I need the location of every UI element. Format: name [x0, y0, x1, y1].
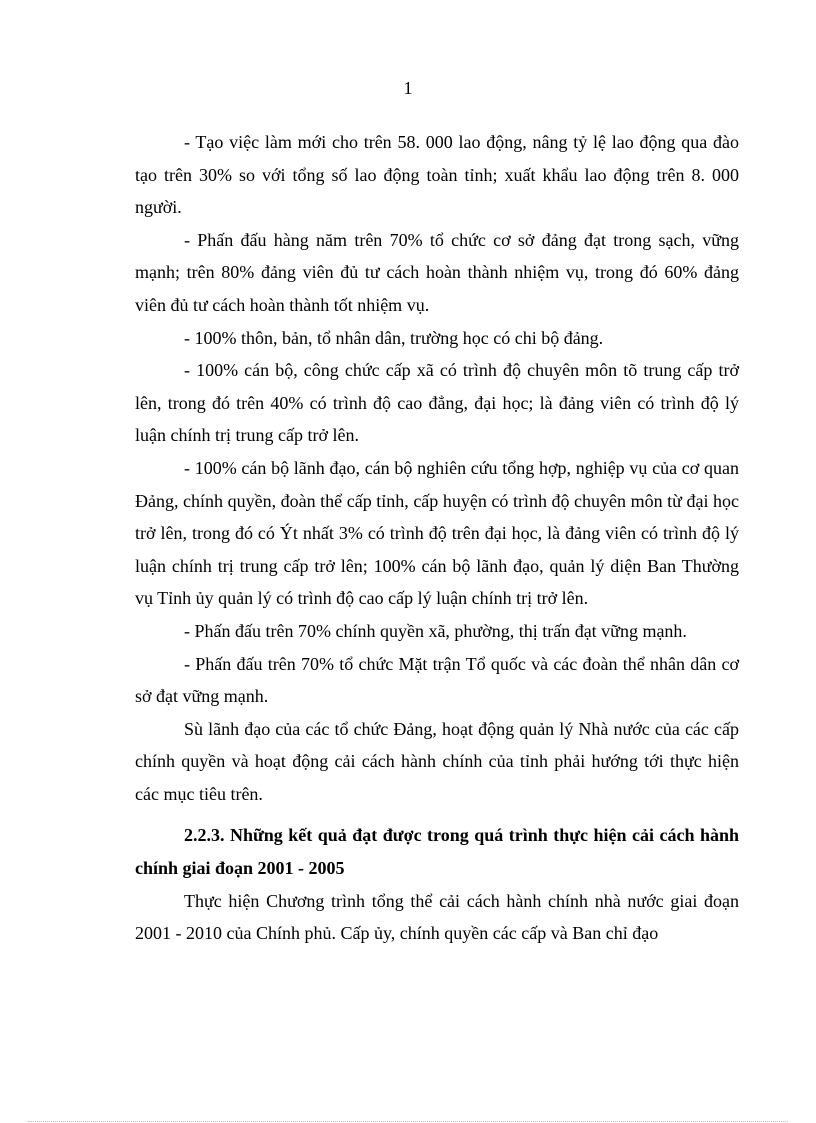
paragraph-implementation: Thực hiện Chương trình tổng thể cải cách hành chính nhà nước giai đoạn 2001 - 2010 của Chính phủ. Cấp ủy, chính quyền các cấp và Ban chỉ đạo	[135, 890, 739, 944]
paragraph-leadership-goals: Sù lãnh đạo của các tổ chức Đảng, hoạt động quản lý Nhà nước của các cấp chính quyền và hoạt động cải cách hành chính của tỉnh phải hướng tới thực hiện các mục tiêu trên.	[135, 718, 739, 804]
paragraph-commune-officials: - 100% cán bộ, công chức cấp xã có trình độ chuyên môn tõ trung cấp trở lên, trong đó trên 40% có trình độ cao đẳng, đại học; là đảng viên có trình độ lý luận chính trị trung cấp trở lên.	[135, 360, 739, 446]
document-body	[135, 126, 739, 950]
paragraph-local-government: - Phấn đấu trên 70% chính quyền xã, phường, thị trấn đạt vững mạnh.	[184, 620, 687, 641]
paragraph-job-creation: - Tạo việc làm mới cho trên 58. 000 lao động, nâng tỷ lệ lao động qua đào tạo trên 30% so với tổng số lao động toàn tỉnh; xuất khẩu lao động trên 8. 000 người.	[135, 132, 739, 218]
page-number: 1	[403, 78, 413, 98]
section-heading: 2.2.3. Những kết quả đạt được trong quá trình thực hiện cải cách hành chính giai đoạn 2001 - 2005	[135, 825, 739, 879]
paragraph-fatherland-front: - Phấn đấu trên 70% tổ chức Mặt trận Tổ quốc và các đoàn thể nhân dân cơ sở đạt vững mạnh.	[135, 653, 739, 707]
page-bottom-divider	[28, 1121, 788, 1122]
paragraph-party-organizations: - Phấn đấu hàng năm trên 70% tổ chức cơ sở đảng đạt trong sạch, vững mạnh; trên 80% đảng viên đủ tư cách hoàn thành nhiệm vụ, trong đó 60% đảng viên đủ tư cách hoàn thành tốt nhiệm vụ.	[135, 229, 739, 315]
paragraph-party-cells: - 100% thôn, bản, tổ nhân dân, trường học có chi bộ đảng.	[184, 327, 604, 348]
paragraph-leading-officials: - 100% cán bộ lãnh đạo, cán bộ nghiên cứu tổng hợp, nghiệp vụ của cơ quan Đảng, chính quyền, đoàn thể cấp tỉnh, cấp huyện có trình độ chuyên môn từ đại học trở lên, trong đó có Ýt nhất 3% có trình độ trên đại học, là đảng viên có trình độ lý luận chính trị trung cấp trở lên; 100% cán bộ lãnh đạo, quản lý diện Ban Thường vụ Tỉnh ủy quản lý có trình độ cao cấp lý luận chính trị trở lên.	[135, 457, 739, 609]
